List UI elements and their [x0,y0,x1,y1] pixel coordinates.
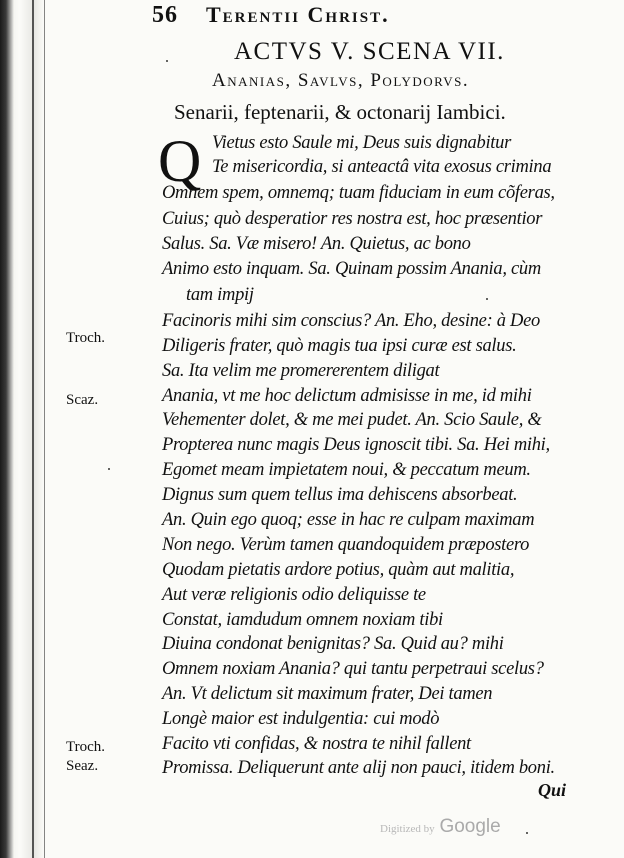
verse-line: Propterea nunc magis Deus ignoscit tibi. Sa. Hei mihi, [162,435,550,455]
verse-line: tam impij [186,285,254,305]
verse-line: Omnem noxiam Anania? qui tantu perpetraui scelus? [162,659,544,679]
margin-note-troch: Troch. [66,739,106,755]
verse-line: Dignus sum quem tellus ima dehiscens absorbeat. [162,485,518,505]
google-logo: Google [439,816,501,837]
verse-line: Omnem spem, omnemq; tuam fiduciam in eum cõferas, [162,183,555,203]
gutter-rule [44,0,45,858]
verse-line: An. Quin ego quoq; esse in hac re culpam maximam [162,510,535,530]
meter-description: Senarii, feptenarii, & octonarij Iambici. [174,100,506,124]
verse-line: Anania, vt me hoc delictum admisisse in me, id mihi [162,386,532,406]
gutter-rule [32,0,34,858]
verse-line: Vehementer dolet, & me mei pudet. An. Scio Saule, & [162,410,542,430]
verse-line: Sa. Ita velim me promererentem diligat [162,361,440,381]
ink-speck [108,468,110,470]
verse-line: Longè maior est indulgentia: cui modò [162,709,440,729]
ink-speck [526,832,528,834]
act-scene-heading: ACTVS V. SCENA VII. [234,38,505,65]
margin-note-scaz: Scaz. [66,392,99,408]
digitization-watermark [380,816,501,838]
verse-line: Cuius; quò desperatior res nostra est, hoc præsentior [162,209,543,229]
verse-line: Salus. Sa. Væ misero! An. Quietus, ac bono [162,234,471,254]
page-number: 56 [152,2,178,28]
ink-speck [166,60,168,62]
verse-line: Promissa. Deliquerunt ante alij non pauci, itidem boni. [162,758,555,778]
verse-line: Facito vti confidas, & nostra te nihil fallent [162,734,471,754]
ink-speck [486,298,488,300]
verse-line: An. Vt delictum sit maximum frater, Dei tamen [162,684,493,704]
verse-line: Constat, iamdudum omnem noxiam tibi [162,610,443,630]
characters-list: Ananias, Savlvs, Polydorvs. [212,70,470,91]
verse-line: Quodam pietatis ardore potius, quàm aut malitia, [162,560,515,580]
verse-line: Egomet meam impietatem noui, & peccatum meum. [162,460,531,480]
drop-cap: Q [158,128,202,194]
verse-line: Facinoris mihi sim conscius? An. Eho, desine: à Deo [162,311,540,331]
running-head: Terentii Christ. [206,2,390,27]
verse-line: Vietus esto Saule mi, Deus suis dignabitur [212,133,511,153]
verse-line: Non nego. Verùm tamen quandoquidem præpostero [162,535,530,555]
verse-line: Te misericordia, si anteactâ vita exosus crimina [212,157,552,177]
verse-line: Animo esto inquam. Sa. Quinam possim Anania, cùm [162,259,541,279]
margin-note-seaz: Seaz. [66,758,99,774]
verse-line: Aut veræ religionis odio deliquisse te [162,585,426,605]
page-binding-gutter [0,0,62,858]
catchword: Qui [538,780,567,800]
watermark-prefix: Digitized by [380,823,435,835]
verse-line: Diligeris frater, quò magis tua ipsi curæ est salus. [162,336,517,356]
margin-note-troch: Troch. [66,330,106,346]
verse-line: Diuina condonat benignitas? Sa. Quid au? mihi [162,634,504,654]
